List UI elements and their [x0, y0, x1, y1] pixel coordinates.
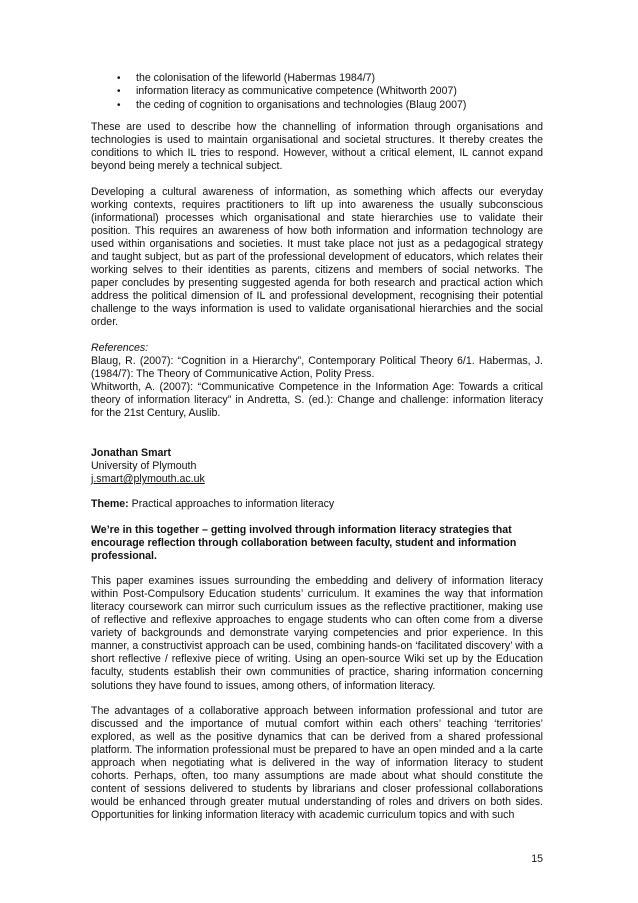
- bullet-item: • the ceding of cognition to organisations and technologies (Blaug 2007): [91, 99, 543, 112]
- body-paragraph: This paper examines issues surrounding the embedding and delivery of information literacy within Post-Compulsory Education students’ curriculum. It examines the way that information literacy coursework can mirror such curriculum issues as the reflective practitioner, making use of reflective and reflexive approaches to engage students who can often come from a diverse variety of backgrounds and demonstrate varying competencies and prior experience. In this manner, a constructivist approach can be used, combining hands-on ‘facilitated discovery’ with a short reflective / reflexive piece of writing. Using an open-source Wiki set up by the Education faculty, students establish their own communities of practice, sharing information concerning solutions they have found to issues, among others, of information literacy.: [91, 574, 543, 692]
- document-page: [91, 72, 543, 834]
- author-affiliation: University of Plymouth: [91, 460, 197, 473]
- body-paragraph: Developing a cultural awareness of information, as something which affects our everyday working contexts, requires practitioners to lift up into awareness the usually subconscious (informational) processes which organisational and state hierarchies use to validate their position. This requires an awareness of how both information and information technology are used within organisations and societies. It must take place not just as a pedagogical strategy and taught subject, but as part of the professional development of educators, which relates their working selves to their identities as parents, citizens and members of social networks. The paper concludes by presenting suggested agenda for both research and practical action which address the political dimension of IL and professional development, recognising their potential challenge to the ways information is used to validate organisational hierarchies and the social order.: [91, 185, 543, 329]
- body-paragraph: The advantages of a collaborative approach between information professional and tutor are discussed and the importance of mutual comfort within each others’ teaching ‘territories’ explored, as well as the positive dynamics that can be derived from a shared professional platform. The information professional must be prepared to have an open minded and a la carte approach when negotiating what is delivered in the way of information literacy to student cohorts. Perhaps, often, too many assumptions are made about what should constitute the content of sessions delivered to students by librarians and closer professional collaborations would be enhanced through greater mutual understanding of roles and drivers on both sides. Opportunities for linking information literacy with academic curriculum topics and with such: [91, 704, 543, 822]
- theme-label: Theme:: [91, 498, 129, 511]
- bullet-list: [91, 72, 543, 112]
- bullet-item: • the colonisation of the lifeworld (Habermas 1984/7): [91, 72, 543, 85]
- theme-value: Practical approaches to information literacy: [131, 498, 335, 511]
- reference-entry: Whitworth, A. (2007): “Communicative Competence in the Information Age: Towards a critical theory of information literacy” in Andretta, S. (ed.): Change and challenge: information literacy for the 21st Century, Auslib.: [91, 380, 543, 420]
- reference-entry: Blaug, R. (2007): “Cognition in a Hierarchy”, Contemporary Political Theory 6/1. Habermas, J. (1984/7): The Theory of Communicative Action, Polity Press.: [91, 354, 543, 380]
- references-heading: References:: [91, 341, 149, 354]
- body-paragraph: These are used to describe how the channelling of information through organisations and technologies is used to maintain organisational and societal structures. It thereby creates the conditions to which IL tries to respond. However, without a critical element, IL cannot expand beyond being merely a technical subject.: [91, 121, 543, 173]
- page-number: 15: [531, 853, 543, 865]
- theme-line: [91, 498, 543, 511]
- author-email-link[interactable]: j.smart@plymouth.ac.uk: [91, 473, 205, 486]
- bullet-item: • information literacy as communicative competence (Whitworth 2007): [91, 85, 543, 98]
- author-name: Jonathan Smart: [91, 447, 172, 460]
- paper-title: We’re in this together – getting involved through information literacy strategies that encourage reflection through collaboration between faculty, student and information professional.: [91, 523, 517, 562]
- author-block: [91, 447, 543, 486]
